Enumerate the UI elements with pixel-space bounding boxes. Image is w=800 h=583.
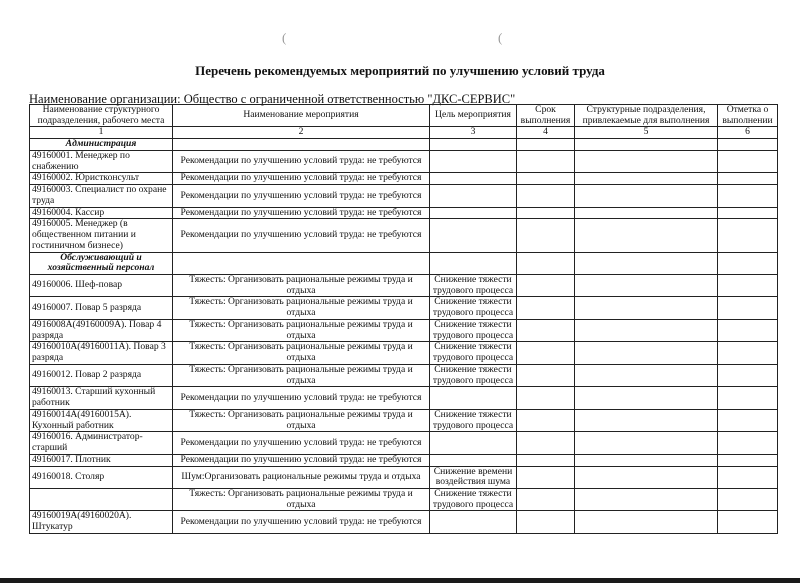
cell-departments — [575, 319, 718, 341]
header-cell: Отметка о выполнении — [718, 105, 778, 127]
header-cell: Наименование структурного подразделения, рабочего места — [30, 105, 173, 127]
cell-name: Обслуживающий и хозяйственный персонал — [30, 252, 173, 274]
cell-completion — [718, 387, 778, 409]
cell-deadline — [517, 342, 575, 364]
table-row — [30, 185, 778, 207]
cell-measure: Тяжесть: Организовать рациональные режимы труда и отдыха — [173, 409, 430, 431]
cell-deadline — [517, 150, 575, 172]
column-number-row — [30, 127, 778, 139]
cell-goal: Снижение времени воздействия шума — [430, 466, 517, 488]
cell-goal — [430, 511, 517, 533]
cell-deadline — [517, 219, 575, 252]
cell-completion — [718, 185, 778, 207]
cell-deadline — [517, 319, 575, 341]
cell-name: 49160012. Повар 2 разряда — [30, 364, 173, 386]
cell-deadline — [517, 297, 575, 319]
cell-completion — [718, 150, 778, 172]
cell-name: 49160018. Столяр — [30, 466, 173, 488]
cell-departments — [575, 173, 718, 185]
cell-goal — [430, 432, 517, 454]
table-row — [30, 387, 778, 409]
cell-name: 49160005. Менеджер (в общественном питании и гостиничном бизнесе) — [30, 219, 173, 252]
section-row — [30, 252, 778, 274]
table-row — [30, 454, 778, 466]
cell-completion — [718, 511, 778, 533]
cell-departments — [575, 454, 718, 466]
cell-name: 49160017. Плотник — [30, 454, 173, 466]
table-header-row — [30, 105, 778, 127]
cell-measure: Тяжесть: Организовать рациональные режимы труда и отдыха — [173, 275, 430, 297]
cell-deadline — [517, 409, 575, 431]
table-row — [30, 297, 778, 319]
cell-measure: Рекомендации по улучшению условий труда: не требуются — [173, 207, 430, 219]
cell-deadline — [517, 511, 575, 533]
cell-departments — [575, 150, 718, 172]
cell-departments — [575, 511, 718, 533]
cell-goal: Снижение тяжести трудового процесса — [430, 297, 517, 319]
cell-departments — [575, 275, 718, 297]
cell-measure — [173, 139, 430, 151]
table-row — [30, 319, 778, 341]
cell-name: 49160013. Старший кухонный работник — [30, 387, 173, 409]
organization-label: Наименование организации: — [29, 92, 181, 106]
cell-goal — [430, 185, 517, 207]
cell-measure: Тяжесть: Организовать рациональные режимы труда и отдыха — [173, 342, 430, 364]
column-number: 4 — [517, 127, 575, 139]
header-cell: Наименование мероприятия — [173, 105, 430, 127]
measures-table — [29, 104, 778, 534]
cell-deadline — [517, 252, 575, 274]
cell-departments — [575, 432, 718, 454]
cell-deadline — [517, 364, 575, 386]
cell-departments — [575, 342, 718, 364]
header-cell: Цель мероприятия — [430, 105, 517, 127]
cell-measure: Тяжесть: Организовать рациональные режимы труда и отдыха — [173, 297, 430, 319]
cell-departments — [575, 466, 718, 488]
cell-deadline — [517, 454, 575, 466]
cell-departments — [575, 139, 718, 151]
section-row — [30, 139, 778, 151]
cell-completion — [718, 297, 778, 319]
cell-departments — [575, 297, 718, 319]
cell-goal — [430, 454, 517, 466]
table-row — [30, 275, 778, 297]
cell-completion — [718, 173, 778, 185]
cell-completion — [718, 139, 778, 151]
table-row — [30, 466, 778, 488]
cell-completion — [718, 219, 778, 252]
cell-name: 49160019А(49160020А). Штукатур — [30, 511, 173, 533]
cell-goal — [430, 207, 517, 219]
cell-completion — [718, 364, 778, 386]
cell-completion — [718, 275, 778, 297]
cell-goal: Снижение тяжести трудового процесса — [430, 275, 517, 297]
cell-deadline — [517, 275, 575, 297]
cell-completion — [718, 252, 778, 274]
cell-completion — [718, 454, 778, 466]
cell-deadline — [517, 185, 575, 207]
cell-deadline — [517, 387, 575, 409]
cell-goal: Снижение тяжести трудового процесса — [430, 364, 517, 386]
cell-departments — [575, 488, 718, 510]
cell-goal — [430, 252, 517, 274]
cell-goal — [430, 150, 517, 172]
table-row — [30, 511, 778, 533]
cell-measure: Рекомендации по улучшению условий труда: не требуются — [173, 454, 430, 466]
column-number: 6 — [718, 127, 778, 139]
cell-measure: Рекомендации по улучшению условий труда: не требуются — [173, 219, 430, 252]
column-number: 3 — [430, 127, 517, 139]
cell-measure: Тяжесть: Организовать рациональные режимы труда и отдыха — [173, 364, 430, 386]
cell-measure: Рекомендации по улучшению условий труда: не требуются — [173, 387, 430, 409]
cell-goal — [430, 219, 517, 252]
organization-name: Общество с ограниченной ответственностью "ДКС-СЕРВИС" — [183, 92, 516, 106]
cell-departments — [575, 252, 718, 274]
cell-name: Администрация — [30, 139, 173, 151]
cell-name: 49160010А(49160011А). Повар 3 разряда — [30, 342, 173, 364]
cell-measure — [173, 252, 430, 274]
cell-completion — [718, 432, 778, 454]
document-title: Перечень рекомендуемых мероприятий по улучшению условий труда — [195, 63, 605, 78]
cell-name: 4916008А(49160009А). Повар 4 разряда — [30, 319, 173, 341]
cell-name: 49160016. Администратор-старший — [30, 432, 173, 454]
cell-goal — [430, 173, 517, 185]
cell-completion — [718, 319, 778, 341]
cell-name: 49160003. Специалист по охране труда — [30, 185, 173, 207]
cell-departments — [575, 364, 718, 386]
table-row — [30, 432, 778, 454]
cell-completion — [718, 409, 778, 431]
cell-completion — [718, 466, 778, 488]
column-number: 5 — [575, 127, 718, 139]
cell-departments — [575, 409, 718, 431]
cell-name: 49160007. Повар 5 разряда — [30, 297, 173, 319]
scan-artifact-right: ( — [498, 30, 503, 45]
cell-name: 49160001. Менеджер по снабжению — [30, 150, 173, 172]
cell-completion — [718, 488, 778, 510]
cell-deadline — [517, 139, 575, 151]
header-cell: Срок выполнения — [517, 105, 575, 127]
cell-departments — [575, 185, 718, 207]
scan-bottom-edge — [0, 578, 800, 583]
scan-artifact-left: ( — [282, 30, 287, 45]
table-row — [30, 150, 778, 172]
cell-deadline — [517, 207, 575, 219]
table-body — [30, 139, 778, 534]
table-row — [30, 342, 778, 364]
cell-name: 49160006. Шеф-повар — [30, 275, 173, 297]
cell-goal: Снижение тяжести трудового процесса — [430, 319, 517, 341]
cell-name: 49160004. Кассир — [30, 207, 173, 219]
cell-goal: Снижение тяжести трудового процесса — [430, 488, 517, 510]
cell-deadline — [517, 173, 575, 185]
cell-goal — [430, 139, 517, 151]
column-number: 1 — [30, 127, 173, 139]
cell-name — [30, 488, 173, 510]
column-number: 2 — [173, 127, 430, 139]
cell-name: 49160002. Юристконсульт — [30, 173, 173, 185]
table-row — [30, 409, 778, 431]
cell-goal — [430, 387, 517, 409]
table-row — [30, 173, 778, 185]
table-row — [30, 488, 778, 510]
cell-departments — [575, 207, 718, 219]
cell-measure: Рекомендации по улучшению условий труда: не требуются — [173, 173, 430, 185]
cell-departments — [575, 387, 718, 409]
cell-deadline — [517, 488, 575, 510]
cell-completion — [718, 207, 778, 219]
cell-measure: Рекомендации по улучшению условий труда: не требуются — [173, 432, 430, 454]
cell-measure: Тяжесть: Организовать рациональные режимы труда и отдыха — [173, 488, 430, 510]
cell-measure: Тяжесть: Организовать рациональные режимы труда и отдыха — [173, 319, 430, 341]
cell-goal: Снижение тяжести трудового процесса — [430, 342, 517, 364]
cell-goal: Снижение тяжести трудового процесса — [430, 409, 517, 431]
table-row — [30, 207, 778, 219]
cell-completion — [718, 342, 778, 364]
table-row — [30, 219, 778, 252]
cell-measure: Шум:Организовать рациональные режимы труда и отдыха — [173, 466, 430, 488]
table-row — [30, 364, 778, 386]
cell-departments — [575, 219, 718, 252]
cell-name: 49160014А(49160015А). Кухонный работник — [30, 409, 173, 431]
cell-measure: Рекомендации по улучшению условий труда: не требуются — [173, 150, 430, 172]
header-cell: Структурные подразделения, привлекаемые для выполнения — [575, 105, 718, 127]
cell-deadline — [517, 466, 575, 488]
cell-deadline — [517, 432, 575, 454]
cell-measure: Рекомендации по улучшению условий труда: не требуются — [173, 185, 430, 207]
cell-measure: Рекомендации по улучшению условий труда: не требуются — [173, 511, 430, 533]
